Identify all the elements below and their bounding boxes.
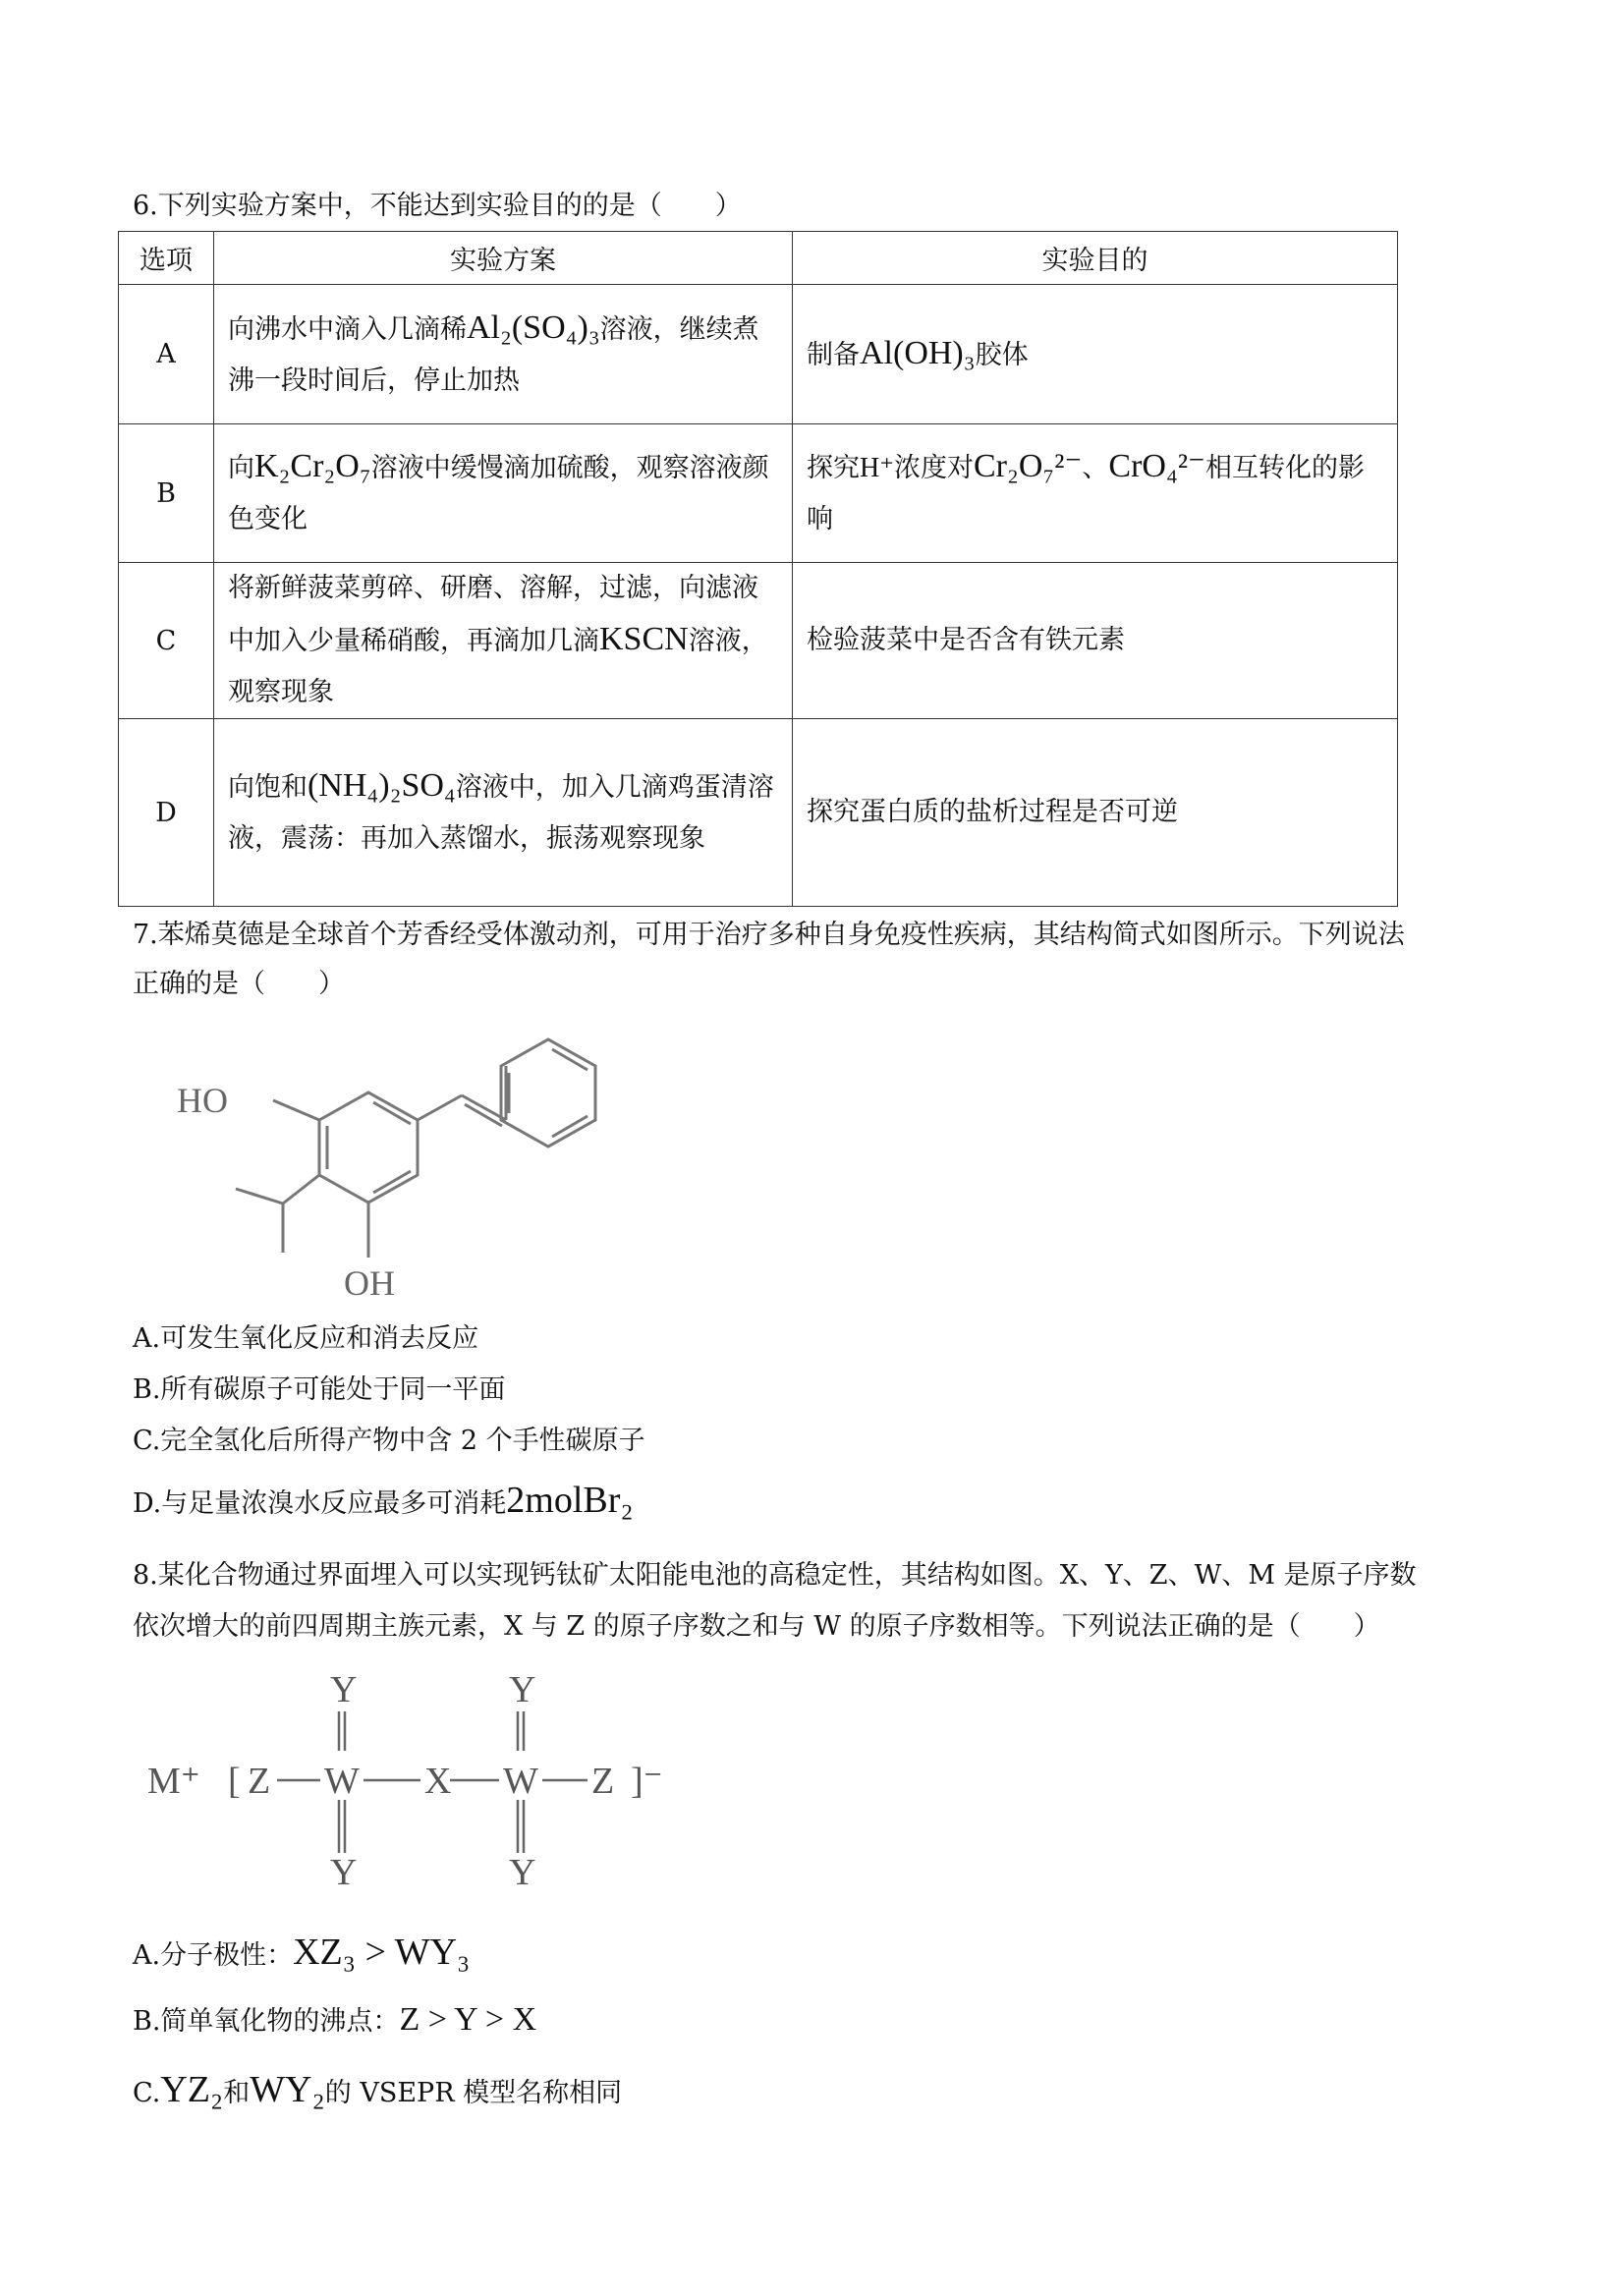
option-text: B.简单氧化物的沸点： xyxy=(133,2006,400,2037)
q6-stem: 6.下列实验方案中，不能达到实验目的的是（ ） xyxy=(133,191,742,221)
m-cation-label: M⁺ xyxy=(147,1761,200,1802)
formula: Z > Y > X xyxy=(399,2001,537,2038)
phenyl-ring xyxy=(501,1039,595,1147)
option-cell: D xyxy=(119,719,214,907)
z-atom-label: Z xyxy=(248,1761,271,1802)
formula: Al(OH)₃ xyxy=(860,334,976,371)
plan-cell xyxy=(214,424,793,563)
formula: Al₂(SO₄)₃ xyxy=(467,308,600,346)
formula: 2molBr₂ xyxy=(506,1480,634,1521)
purpose-text: 胶体 xyxy=(975,339,1029,370)
table-header: 选项 xyxy=(119,232,214,285)
purpose-text: 相互转化的影响 xyxy=(807,453,1365,534)
plan-cell xyxy=(214,563,793,719)
vinyl-bond xyxy=(418,1095,462,1120)
formula: K₂Cr₂O₇ xyxy=(254,448,371,484)
q7-stem-line2: 正确的是（ ） xyxy=(133,969,345,999)
q7-option-a: A.可发生氧化反应和消去反应 xyxy=(133,1323,479,1354)
q6-experiment-table xyxy=(118,231,1398,907)
y-atom-label: Y xyxy=(330,1670,358,1710)
formula: XZ₃ > WY₃ xyxy=(293,1932,471,1973)
table-header: 实验目的 xyxy=(793,232,1398,285)
option-cell: B xyxy=(119,424,214,563)
option-text: 和 xyxy=(223,2078,251,2108)
isopropyl-bond xyxy=(236,1189,283,1204)
plan-text: 溶液中，加入几滴鸡蛋清溶液，震荡：再加入蒸馏水，振荡观察现象 xyxy=(228,772,774,854)
q8-option-c xyxy=(133,2068,622,2111)
formula: KSCN xyxy=(599,621,689,657)
table-row xyxy=(119,563,1398,719)
plan-text: 溶液，继续煮沸一段时间后，停止加热 xyxy=(228,313,759,396)
table-row xyxy=(119,719,1398,907)
purpose-text: 浓度对 xyxy=(894,453,974,483)
compound-structure-diagram xyxy=(138,1670,688,1896)
plan-cell xyxy=(214,285,793,424)
oh-label: OH xyxy=(344,1263,395,1303)
w-atom-label: W xyxy=(503,1761,538,1802)
plan-text: 向 xyxy=(228,453,254,483)
formula: (NH₄)₂SO₄ xyxy=(308,767,456,804)
bracket-open: [ xyxy=(228,1761,241,1802)
plan-text: 向饱和 xyxy=(228,772,308,803)
plan-text: 溶液中缓慢滴加硫酸，观察溶液颜色变化 xyxy=(228,453,769,534)
central-ring xyxy=(319,1092,418,1203)
purpose-text: 制备 xyxy=(807,339,860,370)
q7-option-b: B.所有碳原子可能处于同一平面 xyxy=(133,1374,506,1405)
plan-cell xyxy=(214,719,793,907)
q8-stem-line2: 依次增大的前四周期主族元素，X 与 Z 的原子序数之和与 W 的原子序数相等。下列说法正确的是（ ） xyxy=(133,1611,1380,1642)
option-text: C. xyxy=(133,2078,161,2108)
formula: WY₂ xyxy=(250,2069,325,2110)
y-atom-label: Y xyxy=(509,1852,536,1893)
q8-stem-line1: 8.某化合物通过界面埋入可以实现钙钛矿太阳能电池的高稳定性，其结构如图。X、Y、Z、W、M 是原子序数 xyxy=(133,1560,1417,1591)
purpose-cell: 探究蛋白质的盐析过程是否可逆 xyxy=(793,719,1398,907)
ho-label: HO xyxy=(177,1081,228,1120)
purpose-cell xyxy=(793,285,1398,424)
y-atom-label: Y xyxy=(509,1670,536,1710)
z-atom-label: Z xyxy=(591,1761,615,1802)
bracket-close: ]⁻ xyxy=(631,1761,663,1802)
table-row xyxy=(119,285,1398,424)
purpose-cell: 检验菠菜中是否含有铁元素 xyxy=(793,563,1398,719)
purpose-cell xyxy=(793,424,1398,563)
q8-option-b xyxy=(133,1999,536,2039)
y-atom-label: Y xyxy=(330,1852,358,1893)
purpose-text: 、 xyxy=(1082,453,1109,483)
w-atom-label: W xyxy=(324,1761,360,1802)
option-text: D.与足量浓溴水反应最多可消耗 xyxy=(133,1488,507,1519)
x-atom-label: X xyxy=(424,1761,452,1802)
formula: H⁺ xyxy=(860,453,894,483)
option-text: 的 VSEPR 模型名称相同 xyxy=(324,2078,623,2108)
table-header-row xyxy=(119,232,1398,285)
isopropyl-bond xyxy=(283,1175,319,1204)
purpose-text: 探究 xyxy=(807,453,860,483)
plan-text: 向沸水中滴入几滴稀 xyxy=(228,313,467,345)
plan-text: 将新鲜菠菜剪碎、研磨、溶解，过滤，向滤液中加入少量稀硝酸，再滴加几滴 xyxy=(228,573,758,656)
table-header: 实验方案 xyxy=(214,232,793,285)
formula: CrO₄²⁻ xyxy=(1108,448,1205,484)
structure-labels xyxy=(147,1670,663,1893)
formula: YZ₂ xyxy=(160,2069,224,2110)
q7-option-c: C.完全氢化后所得产物中含 2 个手性碳原子 xyxy=(133,1426,645,1456)
ho-bond xyxy=(273,1100,319,1120)
option-cell: A xyxy=(119,285,214,424)
q7-option-d xyxy=(133,1479,634,1522)
molecule-bonds xyxy=(236,1022,599,1258)
q7-stem-line1: 7.苯烯莫德是全球首个芳香经受体激动剂，可用于治疗多种自身免疫性疾病，其结构简式如图所示。下列说法 xyxy=(133,920,1405,950)
option-cell: C xyxy=(119,563,214,719)
benvitimod-structure-diagram xyxy=(167,1022,619,1307)
option-text: A.分子极性： xyxy=(133,1940,294,1971)
plan-text: 溶液，观察现象 xyxy=(228,626,768,707)
formula: Cr₂O₇²⁻ xyxy=(974,448,1083,484)
table-row xyxy=(119,424,1398,563)
q8-option-a xyxy=(133,1931,470,1974)
